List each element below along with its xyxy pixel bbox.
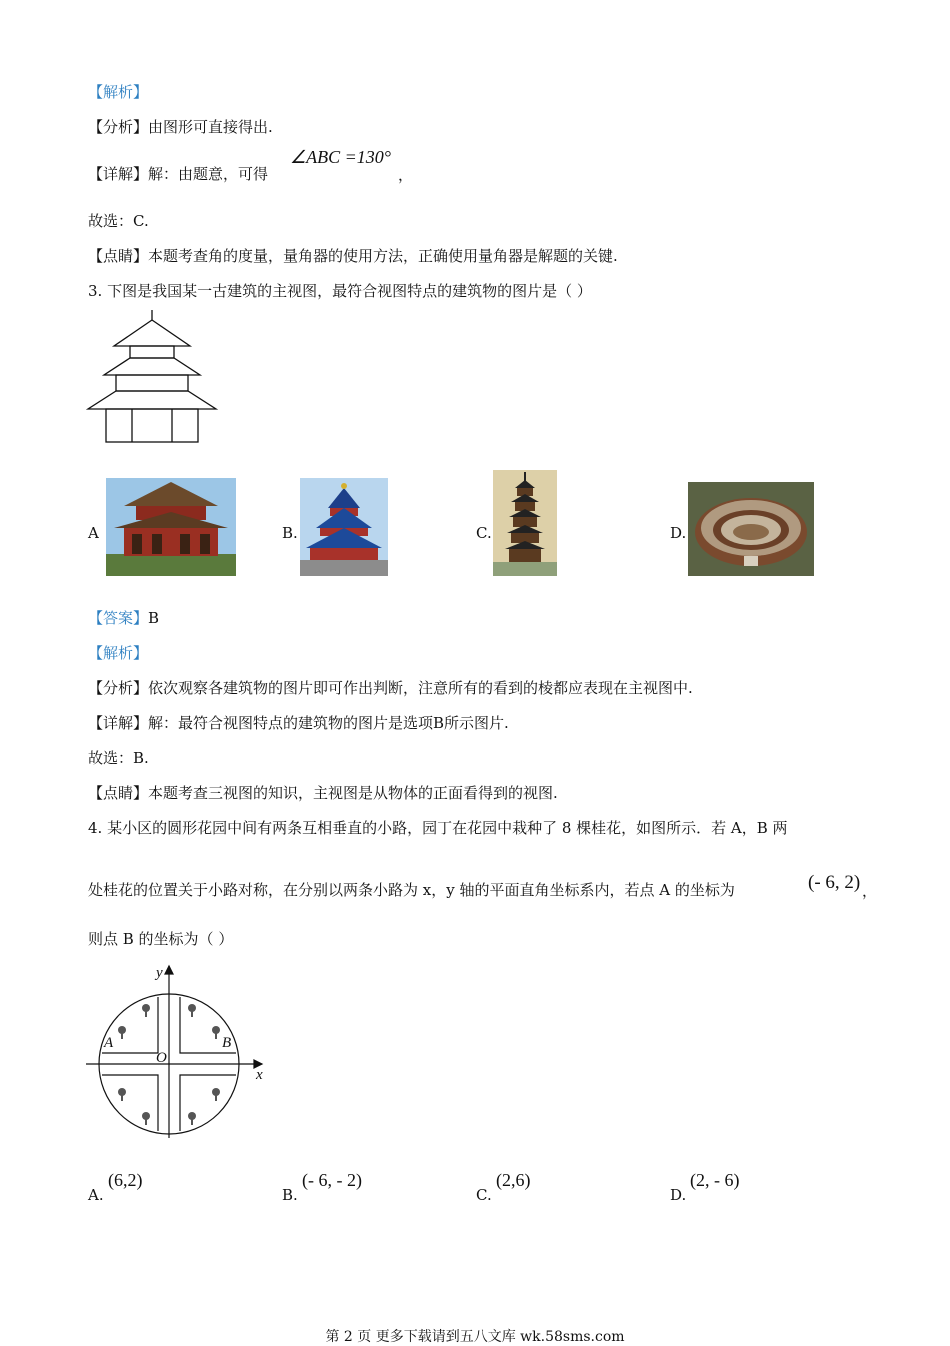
analysis-tag: 【解析】 [88, 83, 149, 101]
q4-option-d-label[interactable]: D. [670, 1186, 687, 1204]
pavilion-photo-icon[interactable] [106, 478, 236, 576]
q3-option-a-label[interactable]: A [88, 524, 99, 542]
q3-option-d-label[interactable]: D. [670, 524, 687, 542]
q4-stem-line2: 处桂花的位置关于小路对称，在分别以两条小路为 x，y 轴的平面直角坐标系内，若点 A 的坐标为 [88, 881, 735, 899]
q4-option-a-label[interactable]: A. [88, 1186, 104, 1204]
q3-xiangjie-line [88, 713, 509, 733]
angle-expression: ∠ABC =130° [290, 147, 391, 167]
q4-option-c-value[interactable]: (2,6) [496, 1170, 531, 1190]
q3-option-b-label[interactable]: B. [282, 524, 298, 542]
point-a-label: A [104, 1035, 114, 1051]
q3-answer-line [88, 608, 159, 628]
q4-option-a-value[interactable]: (6,2) [108, 1170, 143, 1190]
q3-fenxi-tag: 【分析】 [88, 679, 149, 697]
dianjing-tag: 【点睛】 [88, 247, 149, 265]
garden-coordinate-figure [86, 962, 268, 1138]
fenxi-line [88, 117, 273, 137]
q4-option-d-value[interactable]: (2, - 6) [690, 1170, 740, 1190]
point-b-label: B [222, 1035, 232, 1051]
fenxi-tag: 【分析】 [88, 118, 149, 136]
answer-value: B [148, 609, 160, 627]
point-a-coordinate: (- 6, 2) [808, 872, 861, 893]
front-view-diagram [86, 308, 220, 446]
q3-analysis-tag: 【解析】 [88, 644, 149, 662]
q4-stem-line3: 则点 B 的坐标为（ ） [88, 930, 234, 948]
temple-of-heaven-photo-icon[interactable] [300, 478, 388, 576]
q3-dianjing-tag: 【点睛】 [88, 784, 149, 802]
answer-tag: 【答案】 [88, 609, 149, 627]
q4-option-b-label[interactable]: B. [282, 1186, 298, 1204]
xiangjie-tag: 【详解】 [88, 165, 149, 183]
xiangjie-text: 解：由题意，可得 [148, 165, 269, 183]
q3-stem: 3. 下图是我国某一古建筑的主视图，最符合视图特点的建筑物的图片是（ ） [88, 282, 592, 300]
y-axis-label: y [156, 965, 163, 981]
tulou-photo-icon[interactable] [688, 482, 814, 576]
xiangjie-line [88, 164, 268, 184]
x-axis-label: x [256, 1067, 263, 1083]
q2-answer-line: 故选：C. [88, 212, 149, 230]
origin-label: O [156, 1050, 167, 1066]
q3-dianjing-line [88, 783, 558, 803]
pagoda-photo-icon[interactable] [493, 470, 557, 576]
q4-stem-line1: 4. 某小区的圆形花园中间有两条互相垂直的小路，园丁在花园中栽种了 8 棵桂花，如图所示．若 A，B 两 [88, 819, 788, 837]
dianjing-line [88, 246, 618, 266]
q3-xiangjie-tag: 【详解】 [88, 714, 149, 732]
q3-xiangjie-text: 解：最符合视图特点的建筑物的图片是选项B所示图片. [148, 714, 509, 732]
q3-option-c-label[interactable]: C. [476, 524, 492, 542]
q4-option-c-label[interactable]: C. [476, 1186, 492, 1204]
q3-dianjing-text: 本题考查三视图的知识，主视图是从物体的正面看得到的视图. [148, 784, 558, 802]
page-footer: 第 2 页 更多下载请到五八文库 wk.58sms.com [325, 1329, 625, 1345]
q3-fenxi-line [88, 678, 693, 698]
q3-fenxi-text: 依次观察各建筑物的图片即可作出判断，注意所有的看到的棱都应表现在主视图中. [148, 679, 693, 697]
fenxi-text: 由图形可直接得出. [148, 118, 273, 136]
point-a-comma: ， [862, 882, 878, 900]
q3-choice-line: 故选：B. [88, 749, 149, 767]
q4-option-b-value[interactable]: (- 6, - 2) [302, 1170, 362, 1190]
angle-comma: ， [398, 166, 414, 184]
dianjing-text: 本题考查角的度量，量角器的使用方法，正确使用量角器是解题的关键. [148, 247, 618, 265]
